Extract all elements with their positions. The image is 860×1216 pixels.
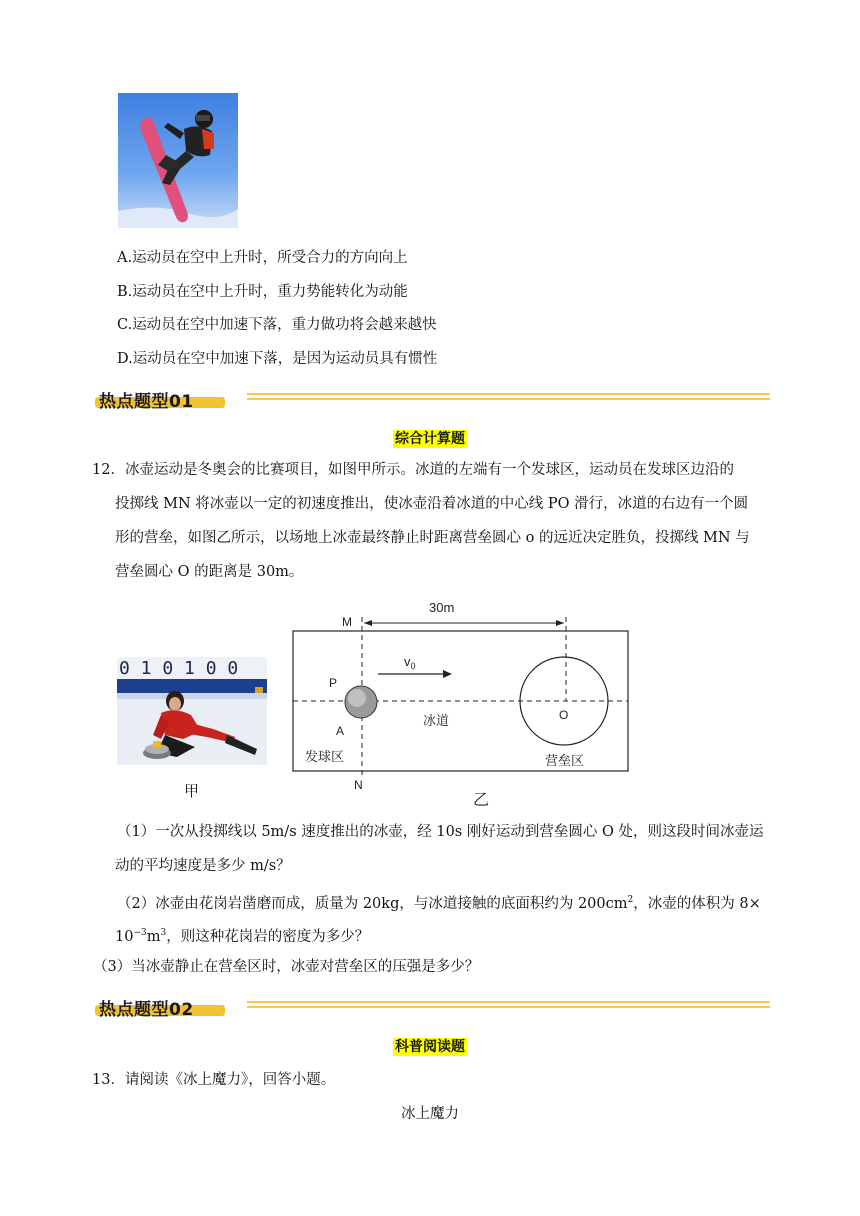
option-text: 运动员在空中加速下落，重力做功将会越来越快: [132, 317, 437, 333]
figure-label-yi: 乙: [473, 792, 490, 807]
q12-line-1: 12．冰壶运动是冬奥会的比赛项目，如图甲所示。冰道的左端有一个发球区，运动员在发球区边沿的: [92, 462, 734, 478]
option-letter: B.: [117, 284, 133, 300]
q12-line-2: 投掷线 MN 将冰壶以一定的初速度推出，使冰壶沿着冰道的中心线 PO 滑行，冰道的右边有一个圆: [115, 496, 749, 512]
option-c: [117, 315, 437, 335]
option-a: [117, 248, 408, 268]
section-heading-2: 科普阅读题: [395, 1039, 465, 1055]
q12-line-3: 形的营垒，如图乙所示，以场地上冰壶最终静止时距离营垒圆心 o 的远近决定胜负，投掷线 MN 与: [115, 530, 750, 546]
section-banner-2: [95, 996, 770, 1018]
curling-diagram: [280, 595, 640, 807]
option-text: 运动员在空中上升时，所受合力的方向向上: [132, 250, 408, 266]
q12-sub1-line-1: （1）一次从投掷线以 5m/s 速度推出的冰壶，经 10s 刚好运动到营垒圆心 O 处，则这段时间冰壶运: [117, 824, 764, 840]
q13-line: 13．请阅读《冰上魔力》，回答小题。: [92, 1072, 336, 1088]
option-letter: D.: [117, 351, 133, 367]
label-a: A: [336, 724, 345, 738]
option-text: 运动员在空中上升时，重力势能转化为动能: [132, 284, 408, 300]
option-b: [117, 282, 408, 302]
label-serve-zone: 发球区: [305, 749, 345, 764]
label-house-zone: 营垒区: [545, 753, 585, 768]
q12-line-4: 营垒圆心 O 的距离是 30m。: [115, 564, 304, 580]
label-m: M: [342, 615, 352, 629]
label-lane: 冰道: [423, 713, 450, 728]
scoreboard-digits: 0 1 0 1 0 0: [119, 658, 239, 679]
snowboarder-photo: [118, 93, 238, 228]
label-n: N: [354, 778, 363, 792]
hot-topic-tag: 热点题型01: [95, 388, 227, 410]
figure-label-jia: 甲: [184, 782, 200, 800]
q12-sub1-line-2: 动的平均速度是多少 m/s？: [115, 858, 291, 874]
label-o: O: [559, 708, 569, 722]
article-title: 冰上魔力: [401, 1106, 459, 1122]
label-velocity: $v_0$: [404, 654, 416, 671]
option-letter: C.: [117, 317, 133, 333]
q12-sub2-line-2: $10^{-3}m^3$，则这种花岗岩的密度为多少？: [115, 928, 370, 945]
option-text: 运动员在空中加速下落，是因为运动员具有惯性: [132, 351, 438, 367]
curling-photo: [117, 657, 267, 765]
option-letter: A.: [117, 250, 133, 266]
section-heading-1: 综合计算题: [395, 431, 465, 447]
label-distance: 30m: [429, 600, 455, 615]
q12-sub2-line-1: （2）冰壶由花岗岩凿磨而成，质量为 20kg，与冰道接触的底面积约为 $200cm^2$，冰壶的体积为 8×: [117, 895, 761, 912]
q12-sub3: （3）当冰壶静止在营垒区时，冰壶对营垒区的压强是多少？: [93, 959, 480, 975]
hot-topic-tag: 热点题型02: [95, 996, 227, 1018]
section-banner-1: [95, 388, 770, 410]
option-d: [117, 349, 437, 369]
label-p: P: [329, 676, 338, 690]
